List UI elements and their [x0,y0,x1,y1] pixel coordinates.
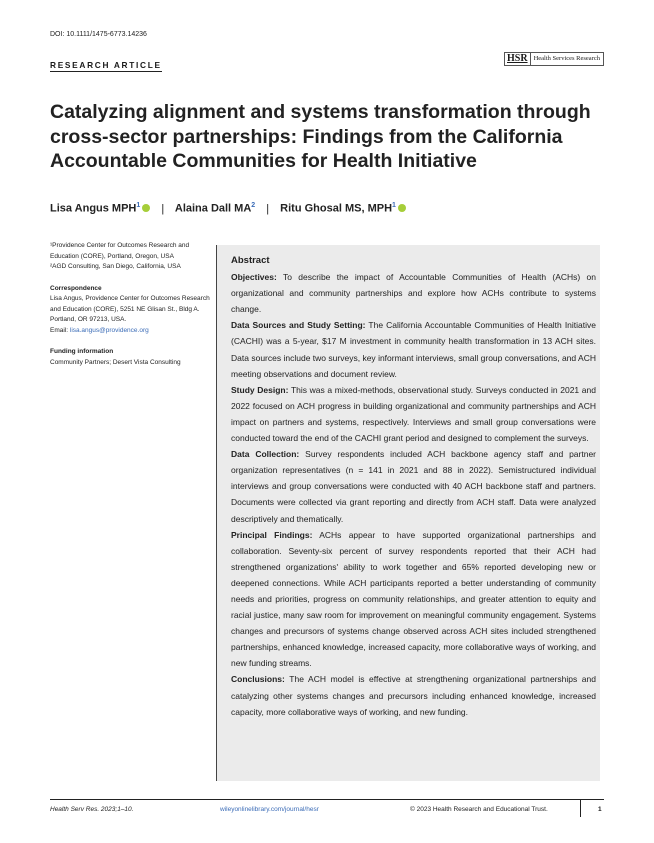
footer-citation: Health Serv Res. 2023;1–10. [50,806,134,813]
funding-heading: Funding information [50,348,114,355]
abstract-section-text: Survey respondents included ACH backbone agency staff and partner organization representatives (n = 141 in 2021 and 88 in 2022). Semistructured individual interviews and group conversations were conducted with 40 ACH backbone staff and partners. Documents were collected via grant reporting and directly from ACH staff. Data were analyzed descriptively and thematically. [231,449,596,524]
affiliation: ¹Providence Center for Outcomes Research and Education (CORE), Portland, Oregon, USA [50,242,190,260]
correspondence-text: Lisa Angus, Providence Center for Outcomes Research and Education (CORE), 5251 NE Glisan St., Bldg A. Portland, OR 97213, USA. [50,295,210,323]
author-separator: | [266,202,270,215]
abstract-section-label: Conclusions: [231,674,285,685]
page-number: 1 [598,806,602,813]
abstract-section-text: To describe the impact of Accountable Communities of Health (ACHs) on organizational and community partnerships and explore how ACHs contribute to systems change. [231,272,596,315]
journal-logo [504,52,604,66]
footer-rule [50,799,604,800]
abstract-section [231,671,596,719]
abstract-section-label: Data Collection: [231,449,300,460]
abstract-section [231,382,596,446]
email-link[interactable]: lisa.angus@providence.org [69,326,149,334]
abstract-section-label: Study Design: [231,384,289,395]
paper-title: Catalyzing alignment and systems transformation through cross-sector partnerships: Findings from the California Accountable Communities for Health Initiative [50,101,591,172]
abstract-section-text: This was a mixed-methods, observational study. Surveys conducted in 2021 and 2022 focused on ACH progress in building organizational and community partnerships and ACH impact on partners and systems, respectively. Interviews and small group conversations were conducted toward the end of the CACHI grant period and designed to complement the surveys. [231,384,596,444]
author-affiliation-mark: 1 [392,202,396,209]
abstract-box [216,245,600,781]
author-affiliation-mark: 2 [251,202,256,209]
author-name: Lisa Angus MPH [50,202,137,215]
funding-text: Community Partners; Desert Vista Consulting [50,358,181,366]
author-name: Alaina Dall MA [174,202,252,215]
abstract-section-label: Objectives: [231,272,277,283]
abstract-section-label: Data Sources and Study Setting: [231,320,366,331]
email-label: Email: [50,326,69,334]
doi: DOI: 10.1111/1475-6773.14236 [50,31,147,38]
affiliation: ²AGD Consulting, San Diego, California, USA [50,263,181,270]
abstract-section [231,527,596,672]
author-name: Ritu Ghosal MS, MPH [280,202,393,215]
footer-journal-url[interactable]: wileyonlinelibrary.com/journal/hesr [220,806,319,813]
article-type: RESEARCH ARTICLE [50,60,162,70]
orcid-icon[interactable] [398,204,406,212]
abstract-section [231,269,596,317]
abstract-title: Abstract [231,255,270,266]
author-separator: | [161,202,165,215]
abstract-section-text: The California Accountable Communities of Health Initiative (CACHI) was a 5-year, $17 M investment in community health transformation in 13 ACH sites. Data sources include two surveys, key informant interviews, small group conversations, and ACH meeting observations and document review. [231,320,596,379]
journal-logo-abbr: HSR [505,53,531,65]
footer-copyright: © 2023 Health Research and Educational Trust. [410,806,548,813]
author-affiliation-mark: 1 [136,202,141,209]
article-info-column [50,241,210,368]
abstract-section-text: ACHs appear to have supported organizational partnerships and collaboration. Seventy-six percent of survey respondents reported that their ACH had strengthened organizations' ability to work together and 65% reported developing new or deepened connections. While ACH participants reported a better understanding of community needs and priorities, progress on community relationships, and greater attention to equity and racial justice, many saw room for improvement on meaningful community engagement. Systems changes and precursors of systems change observed across ACH sites included strengthened partnerships, enhanced knowledge, increased capacity, more collaborative ways of working, and new funding streams. [231,529,596,669]
correspondence-email-line [50,326,210,337]
journal-logo-name: Health Services Research [533,55,600,62]
abstract-section-label: Principal Findings: [231,529,313,540]
page-number-divider [580,800,581,817]
correspondence-heading: Correspondence [50,284,102,292]
orcid-icon[interactable] [142,204,150,212]
author-list [50,202,406,215]
abstract-section-text: The ACH model is effective at strengthening organizational partnerships and catalyzing other systems changes and precursors including enhanced knowledge, increased capacity, more collaborative ways of working, and new funding. [231,674,596,717]
abstract-section [231,317,596,381]
abstract-section [231,446,596,526]
